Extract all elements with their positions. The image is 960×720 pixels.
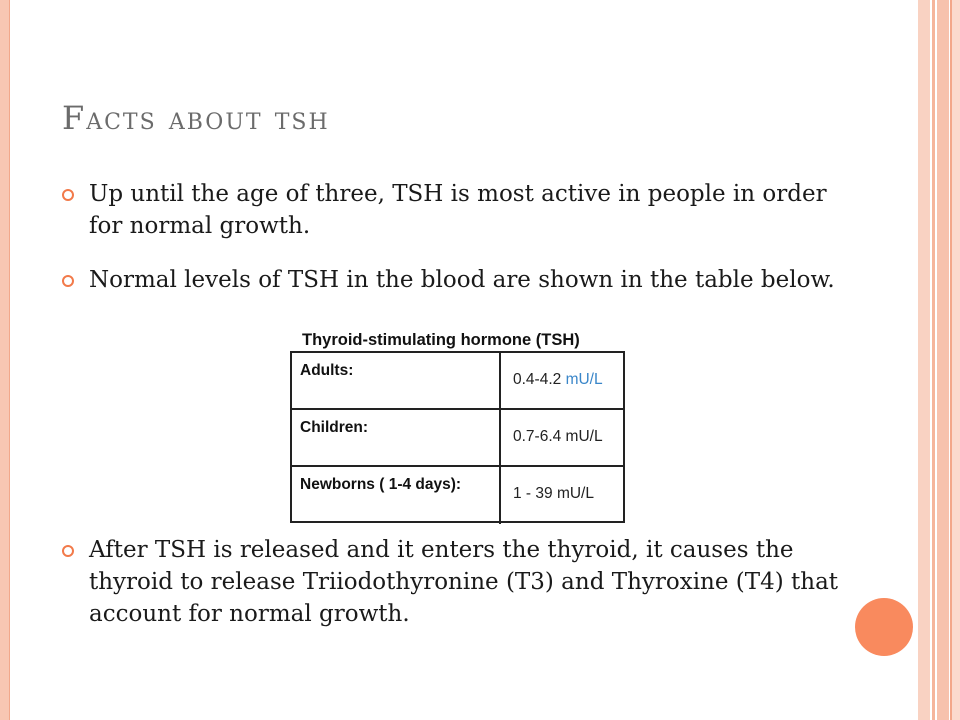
bullet-item: [62, 178, 852, 242]
right-stripe-decoration: [918, 0, 930, 720]
row-label: Children:: [292, 410, 501, 465]
left-border-decoration: [0, 0, 10, 720]
row-value: 0.7-6.4 mU/L: [513, 428, 603, 445]
bullet-circle-icon: [62, 545, 74, 557]
unit-link[interactable]: mU/L: [565, 371, 603, 388]
right-stripe-decoration: [952, 0, 960, 720]
table-row: [292, 467, 623, 524]
bullet-text: After TSH is released and it enters the thyroid, it causes the thyroid to release Triiodothyronine (T3) and Thyroxine (T4) that account for normal growth.: [89, 537, 839, 627]
table-caption: Thyroid-stimulating hormone (TSH): [302, 331, 580, 349]
table-row: [292, 353, 623, 410]
slide-title: Facts about tsh: [62, 99, 330, 137]
right-stripe-decoration: [932, 0, 935, 720]
bullet-item: [62, 264, 852, 296]
bullet-text: Up until the age of three, TSH is most active in people in order for normal growth.: [89, 181, 827, 239]
bullet-circle-icon: [62, 275, 74, 287]
tsh-levels-table: [288, 330, 628, 526]
row-label: Newborns ( 1-4 days):: [292, 467, 501, 524]
table-grid: [290, 351, 625, 523]
orange-circle-decoration: [855, 598, 913, 656]
table-row: [292, 410, 623, 467]
row-label: Adults:: [292, 353, 501, 408]
bullet-circle-icon: [62, 189, 74, 201]
bullet-text: Normal levels of TSH in the blood are shown in the table below.: [89, 267, 835, 293]
value-range: 0.4-4.2: [513, 371, 562, 388]
right-stripe-decoration: [937, 0, 949, 720]
row-value: 1 - 39 mU/L: [513, 485, 594, 502]
bullet-item: [62, 534, 852, 630]
